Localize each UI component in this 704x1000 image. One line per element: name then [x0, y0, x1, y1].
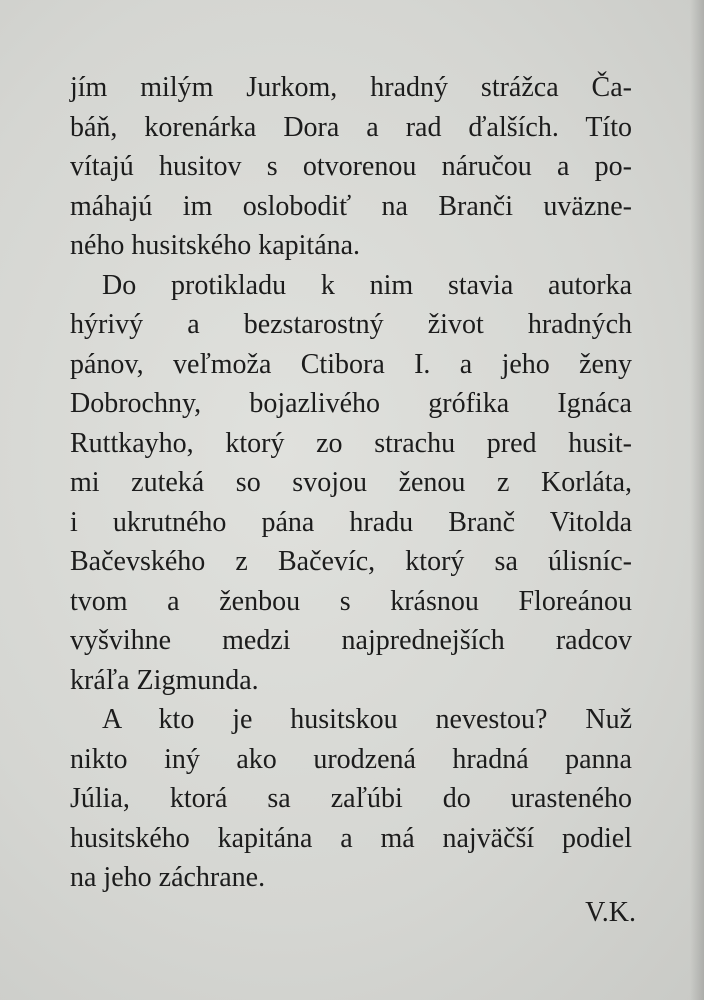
text-line: husitského kapitána a má najväčší podiel [70, 822, 632, 854]
text-line: Júlia, ktorá sa zaľúbi do urasteného [70, 783, 632, 814]
text-line: Ruttkayho, ktorý zo strachu pred husit- [70, 427, 632, 459]
paragraph [70, 266, 632, 701]
text-line: Dobrochny, bojazlivého grófika Ignáca [70, 388, 632, 419]
text-line: na jeho záchrane. [70, 862, 266, 893]
text-line: vítajú husitov s otvorenou náručou a po- [70, 151, 632, 182]
text-line: pánov, veľmoža Ctibora I. a jeho ženy [70, 348, 632, 380]
text-line: kráľa Zigmunda. [70, 664, 259, 696]
text-line: vyšvihne medzi najprednejších radcov [70, 625, 632, 656]
text-line: jím milým Jurkom, hradný strážca Ča- [70, 72, 632, 103]
text-line: A kto je husitskou nevestou? Nuž [102, 704, 632, 735]
text-line: ného husitského kapitána. [70, 230, 361, 261]
text-line: nikto iný ako urodzená hradná panna [70, 743, 632, 775]
text-line: Do protikladu k nim stavia autorka [102, 269, 632, 301]
text-line: báň, korenárka Dora a rad ďalších. Títo [70, 111, 632, 143]
text-line: tvom a ženbou s krásnou Floreánou [70, 585, 632, 617]
text-line: mi zuteká so svojou ženou z Korláta, [70, 467, 632, 498]
text-line: i ukrutného pána hradu Branč Vitolda [70, 506, 632, 538]
text-line: hýrivý a bezstarostný život hradných [70, 309, 632, 340]
signature: V.K. [585, 897, 636, 928]
text-line: máhajú im oslobodiť na Branči uväzne- [70, 190, 632, 222]
paragraph [70, 700, 632, 898]
body-text [70, 68, 632, 898]
text-line: Bačevského z Bačevíc, ktorý sa úlisníc- [70, 546, 632, 577]
paragraph [70, 68, 632, 266]
page-edge-shadow [690, 0, 704, 1000]
